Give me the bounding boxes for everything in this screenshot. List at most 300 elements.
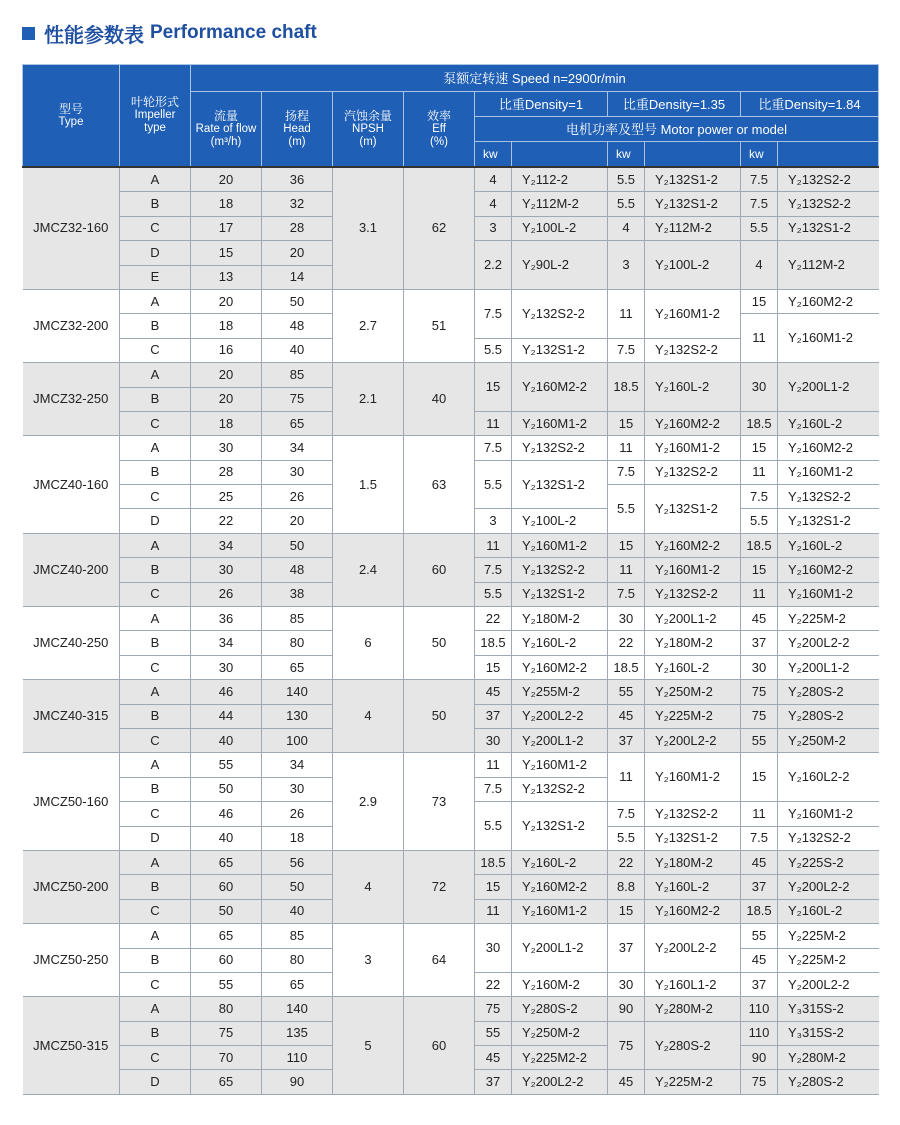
npsh-cell: 3.1 <box>333 167 404 289</box>
impeller-cell: B <box>120 704 191 728</box>
flow-cell: 30 <box>191 655 262 679</box>
flow-cell: 30 <box>191 436 262 460</box>
motor-model-cell: Y₂132S1-2 <box>645 192 741 216</box>
motor-model-cell: Y₂132S2-2 <box>645 802 741 826</box>
motor-model-cell: Y₂132S1-2 <box>778 216 879 240</box>
motor-model-cell: Y₂160M1-2 <box>778 314 879 363</box>
impeller-cell: B <box>120 558 191 582</box>
motor-model-cell: Y₂160M1-2 <box>645 753 741 802</box>
motor-kw-cell: 7.5 <box>475 436 512 460</box>
npsh-cell: 3 <box>333 924 404 997</box>
motor-kw-cell: 7.5 <box>475 558 512 582</box>
head-cell: 75 <box>262 387 333 411</box>
head-cell: 30 <box>262 777 333 801</box>
motor-kw-cell: 3 <box>475 216 512 240</box>
motor-model-cell: Y₂200L2-2 <box>778 875 879 899</box>
head-cell: 50 <box>262 875 333 899</box>
motor-model-cell: Y₂225M-2 <box>645 704 741 728</box>
motor-model-cell: Y₂160L-2 <box>645 363 741 412</box>
npsh-cell: 1.5 <box>333 436 404 534</box>
motor-kw-cell: 18.5 <box>608 363 645 412</box>
motor-model-cell: Y₂250M-2 <box>778 728 879 752</box>
motor-kw-cell: 5.5 <box>608 192 645 216</box>
motor-kw-cell: 5.5 <box>741 509 778 533</box>
head-cell: 40 <box>262 338 333 362</box>
impeller-cell: C <box>120 972 191 996</box>
performance-table-wrap <box>22 64 878 1095</box>
flow-cell: 40 <box>191 826 262 850</box>
impeller-cell: A <box>120 753 191 777</box>
motor-kw-cell: 11 <box>475 753 512 777</box>
performance-table <box>22 64 879 1095</box>
impeller-cell: D <box>120 826 191 850</box>
flow-cell: 28 <box>191 460 262 484</box>
head-cell: 80 <box>262 631 333 655</box>
header-kw-2: kw <box>608 142 645 168</box>
head-cell: 28 <box>262 216 333 240</box>
impeller-cell: C <box>120 802 191 826</box>
impeller-cell: C <box>120 655 191 679</box>
impeller-cell: B <box>120 631 191 655</box>
motor-model-cell: Y₂160L-2 <box>778 899 879 923</box>
flow-cell: 16 <box>191 338 262 362</box>
flow-cell: 65 <box>191 1070 262 1094</box>
eff-cell: 50 <box>404 607 475 680</box>
head-cell: 110 <box>262 1046 333 1070</box>
title-zh: 性能参数表 <box>44 22 144 47</box>
motor-kw-cell: 18.5 <box>741 533 778 557</box>
impeller-cell: C <box>120 485 191 509</box>
impeller-cell: D <box>120 509 191 533</box>
model-type-cell: JMCZ50-160 <box>23 753 120 851</box>
head-cell: 48 <box>262 558 333 582</box>
motor-kw-cell: 11 <box>608 558 645 582</box>
flow-cell: 15 <box>191 241 262 265</box>
impeller-cell: B <box>120 460 191 484</box>
table-row <box>23 436 879 460</box>
impeller-cell: C <box>120 728 191 752</box>
impeller-cell: A <box>120 997 191 1021</box>
motor-model-cell: Y₂132S2-2 <box>778 826 879 850</box>
table-row <box>23 680 879 704</box>
head-cell: 100 <box>262 728 333 752</box>
motor-model-cell: Y₂180M-2 <box>645 850 741 874</box>
flow-cell: 65 <box>191 850 262 874</box>
flow-cell: 46 <box>191 802 262 826</box>
flow-cell: 40 <box>191 728 262 752</box>
motor-kw-cell: 37 <box>608 728 645 752</box>
motor-kw-cell: 90 <box>741 1046 778 1070</box>
motor-model-cell: Y₂225M2-2 <box>512 1046 608 1070</box>
motor-kw-cell: 55 <box>475 1021 512 1045</box>
head-cell: 90 <box>262 1070 333 1094</box>
motor-model-cell: Y₂112M-2 <box>512 192 608 216</box>
motor-model-cell: Y₂225M-2 <box>778 924 879 948</box>
model-type-cell: JMCZ32-160 <box>23 167 120 289</box>
motor-kw-cell: 90 <box>608 997 645 1021</box>
flow-cell: 70 <box>191 1046 262 1070</box>
npsh-cell: 2.7 <box>333 289 404 362</box>
motor-kw-cell: 75 <box>741 1070 778 1094</box>
npsh-cell: 2.4 <box>333 533 404 606</box>
header-flow: 流量 Rate of flow (m³/h) <box>191 92 262 168</box>
head-cell: 48 <box>262 314 333 338</box>
motor-model-cell: Y₂160L-2 <box>778 411 879 435</box>
head-cell: 34 <box>262 753 333 777</box>
table-row <box>23 607 879 631</box>
header-speed: 泵额定转速 Speed n=2900r/min <box>191 65 879 92</box>
motor-kw-cell: 4 <box>475 167 512 192</box>
flow-cell: 60 <box>191 948 262 972</box>
motor-kw-cell: 45 <box>741 850 778 874</box>
head-cell: 65 <box>262 411 333 435</box>
motor-kw-cell: 7.5 <box>741 826 778 850</box>
motor-kw-cell: 45 <box>608 1070 645 1094</box>
impeller-cell: A <box>120 924 191 948</box>
page-title <box>22 18 317 48</box>
motor-model-cell: Y₂132S2-2 <box>645 582 741 606</box>
eff-cell: 63 <box>404 436 475 534</box>
table-body <box>23 167 879 1094</box>
motor-kw-cell: 75 <box>608 1021 645 1070</box>
motor-model-cell: Y₂160M1-2 <box>778 802 879 826</box>
header-kw-1: kw <box>475 142 512 168</box>
eff-cell: 50 <box>404 680 475 753</box>
head-cell: 85 <box>262 607 333 631</box>
motor-model-cell: Y₂280S-2 <box>778 680 879 704</box>
motor-kw-cell: 30 <box>741 363 778 412</box>
motor-kw-cell: 30 <box>608 972 645 996</box>
flow-cell: 36 <box>191 607 262 631</box>
motor-model-cell: Y₂132S2-2 <box>512 436 608 460</box>
head-cell: 20 <box>262 241 333 265</box>
motor-kw-cell: 5.5 <box>475 582 512 606</box>
impeller-cell: D <box>120 1070 191 1094</box>
motor-model-cell: Y₂132S1-2 <box>645 826 741 850</box>
motor-kw-cell: 37 <box>741 875 778 899</box>
header-model-1 <box>512 142 608 168</box>
motor-kw-cell: 11 <box>608 289 645 338</box>
motor-model-cell: Y₂132S1-2 <box>645 167 741 192</box>
motor-kw-cell: 37 <box>741 972 778 996</box>
motor-model-cell: Y₂160M2-2 <box>645 411 741 435</box>
motor-kw-cell: 110 <box>741 1021 778 1045</box>
head-cell: 36 <box>262 167 333 192</box>
title-square-icon <box>22 27 35 40</box>
motor-kw-cell: 15 <box>475 655 512 679</box>
motor-kw-cell: 7.5 <box>741 485 778 509</box>
title-en: Performance chaft <box>150 22 317 43</box>
motor-model-cell: Y₂160M-2 <box>512 972 608 996</box>
motor-kw-cell: 15 <box>608 411 645 435</box>
motor-kw-cell: 37 <box>608 924 645 973</box>
motor-kw-cell: 15 <box>608 899 645 923</box>
head-cell: 80 <box>262 948 333 972</box>
motor-model-cell: Y₂200L1-2 <box>512 924 608 973</box>
motor-model-cell: Y₂160L-2 <box>512 631 608 655</box>
motor-model-cell: Y₂200L2-2 <box>645 924 741 973</box>
impeller-cell: E <box>120 265 191 289</box>
head-cell: 65 <box>262 655 333 679</box>
motor-model-cell: Y₂112M-2 <box>645 216 741 240</box>
motor-kw-cell: 45 <box>475 1046 512 1070</box>
motor-kw-cell: 8.8 <box>608 875 645 899</box>
motor-model-cell: Y₂132S2-2 <box>645 460 741 484</box>
header-impeller: 叶轮形式 Impeller type <box>120 65 191 168</box>
header-model-2 <box>645 142 741 168</box>
motor-model-cell: Y₂160L-2 <box>512 850 608 874</box>
flow-cell: 18 <box>191 411 262 435</box>
motor-model-cell: Y₂225S-2 <box>778 850 879 874</box>
impeller-cell: A <box>120 436 191 460</box>
motor-kw-cell: 45 <box>608 704 645 728</box>
motor-kw-cell: 5.5 <box>608 167 645 192</box>
motor-kw-cell: 4 <box>475 192 512 216</box>
flow-cell: 17 <box>191 216 262 240</box>
motor-model-cell: Y₂200L2-2 <box>512 1070 608 1094</box>
model-type-cell: JMCZ40-200 <box>23 533 120 606</box>
impeller-cell: B <box>120 948 191 972</box>
motor-model-cell: Y₃315S-2 <box>778 1021 879 1045</box>
motor-kw-cell: 11 <box>475 899 512 923</box>
impeller-cell: A <box>120 363 191 387</box>
motor-model-cell: Y₂132S2-2 <box>778 485 879 509</box>
motor-model-cell: Y₂132S1-2 <box>512 460 608 509</box>
motor-model-cell: Y₂255M-2 <box>512 680 608 704</box>
npsh-cell: 6 <box>333 607 404 680</box>
motor-kw-cell: 11 <box>475 533 512 557</box>
motor-model-cell: Y₂112M-2 <box>778 241 879 290</box>
flow-cell: 50 <box>191 777 262 801</box>
motor-kw-cell: 11 <box>608 753 645 802</box>
motor-kw-cell: 11 <box>741 314 778 363</box>
motor-model-cell: Y₂132S1-2 <box>778 509 879 533</box>
motor-kw-cell: 18.5 <box>475 631 512 655</box>
motor-model-cell: Y₂160M2-2 <box>512 875 608 899</box>
motor-kw-cell: 45 <box>741 607 778 631</box>
motor-kw-cell: 15 <box>608 533 645 557</box>
model-type-cell: JMCZ50-250 <box>23 924 120 997</box>
motor-kw-cell: 75 <box>475 997 512 1021</box>
motor-kw-cell: 11 <box>741 582 778 606</box>
motor-model-cell: Y₂200L2-2 <box>512 704 608 728</box>
motor-kw-cell: 4 <box>608 216 645 240</box>
motor-kw-cell: 18.5 <box>475 850 512 874</box>
header-npsh: 汽蚀余量 NPSH (m) <box>333 92 404 168</box>
motor-model-cell: Y₂200L2-2 <box>645 728 741 752</box>
motor-kw-cell: 5.5 <box>741 216 778 240</box>
header-eff: 效率 Eff (%) <box>404 92 475 168</box>
model-type-cell: JMCZ50-200 <box>23 850 120 923</box>
flow-cell: 26 <box>191 582 262 606</box>
motor-model-cell: Y₂160L2-2 <box>778 753 879 802</box>
motor-kw-cell: 15 <box>741 436 778 460</box>
motor-kw-cell: 5.5 <box>608 485 645 534</box>
motor-kw-cell: 30 <box>741 655 778 679</box>
motor-model-cell: Y₂132S1-2 <box>645 485 741 534</box>
motor-model-cell: Y₂100L-2 <box>645 241 741 290</box>
model-type-cell: JMCZ40-250 <box>23 607 120 680</box>
eff-cell: 60 <box>404 533 475 606</box>
table-header <box>23 65 879 168</box>
motor-model-cell: Y₂200L1-2 <box>512 728 608 752</box>
motor-kw-cell: 7.5 <box>741 192 778 216</box>
header-head: 扬程 Head (m) <box>262 92 333 168</box>
table-row <box>23 850 879 874</box>
motor-model-cell: Y₂132S2-2 <box>512 289 608 338</box>
motor-kw-cell: 3 <box>475 509 512 533</box>
motor-model-cell: Y₂250M-2 <box>645 680 741 704</box>
flow-cell: 30 <box>191 558 262 582</box>
motor-kw-cell: 55 <box>608 680 645 704</box>
flow-cell: 13 <box>191 265 262 289</box>
motor-kw-cell: 75 <box>741 680 778 704</box>
head-cell: 130 <box>262 704 333 728</box>
motor-kw-cell: 37 <box>741 631 778 655</box>
head-cell: 30 <box>262 460 333 484</box>
motor-model-cell: Y₂160M2-2 <box>778 436 879 460</box>
header-density-3: 比重Density=1.84 <box>741 92 879 117</box>
flow-cell: 20 <box>191 363 262 387</box>
motor-kw-cell: 5.5 <box>608 826 645 850</box>
flow-cell: 25 <box>191 485 262 509</box>
motor-model-cell: Y₂200L1-2 <box>778 655 879 679</box>
motor-kw-cell: 11 <box>741 802 778 826</box>
head-cell: 140 <box>262 680 333 704</box>
table-row <box>23 167 879 192</box>
motor-model-cell: Y₂160M1-2 <box>645 436 741 460</box>
motor-model-cell: Y₂160M2-2 <box>778 558 879 582</box>
motor-model-cell: Y₂160M2-2 <box>512 655 608 679</box>
motor-kw-cell: 15 <box>741 289 778 313</box>
motor-kw-cell: 45 <box>475 680 512 704</box>
flow-cell: 46 <box>191 680 262 704</box>
motor-model-cell: Y₂132S1-2 <box>512 802 608 851</box>
motor-kw-cell: 22 <box>475 972 512 996</box>
impeller-cell: B <box>120 314 191 338</box>
impeller-cell: B <box>120 777 191 801</box>
motor-kw-cell: 5.5 <box>475 802 512 851</box>
motor-kw-cell: 11 <box>608 436 645 460</box>
motor-model-cell: Y₂200L1-2 <box>645 607 741 631</box>
model-type-cell: JMCZ32-250 <box>23 363 120 436</box>
head-cell: 34 <box>262 436 333 460</box>
flow-cell: 44 <box>191 704 262 728</box>
flow-cell: 65 <box>191 924 262 948</box>
impeller-cell: C <box>120 216 191 240</box>
head-cell: 65 <box>262 972 333 996</box>
motor-model-cell: Y₂132S2-2 <box>778 167 879 192</box>
head-cell: 26 <box>262 802 333 826</box>
npsh-cell: 4 <box>333 850 404 923</box>
table-row <box>23 753 879 777</box>
motor-model-cell: Y₂112-2 <box>512 167 608 192</box>
flow-cell: 20 <box>191 387 262 411</box>
flow-cell: 18 <box>191 314 262 338</box>
table-row <box>23 289 879 313</box>
motor-kw-cell: 37 <box>475 1070 512 1094</box>
motor-model-cell: Y₂160M1-2 <box>512 899 608 923</box>
motor-kw-cell: 37 <box>475 704 512 728</box>
motor-model-cell: Y₂160M2-2 <box>512 363 608 412</box>
motor-model-cell: Y₂160M1-2 <box>512 533 608 557</box>
impeller-cell: C <box>120 582 191 606</box>
flow-cell: 20 <box>191 289 262 313</box>
head-cell: 140 <box>262 997 333 1021</box>
motor-model-cell: Y₂132S2-2 <box>645 338 741 362</box>
head-cell: 20 <box>262 509 333 533</box>
impeller-cell: C <box>120 1046 191 1070</box>
motor-model-cell: Y₂200L2-2 <box>778 631 879 655</box>
motor-model-cell: Y₂160M1-2 <box>512 753 608 777</box>
eff-cell: 72 <box>404 850 475 923</box>
motor-model-cell: Y₂132S2-2 <box>778 192 879 216</box>
flow-cell: 34 <box>191 631 262 655</box>
motor-model-cell: Y₂132S2-2 <box>512 558 608 582</box>
motor-model-cell: Y₃315S-2 <box>778 997 879 1021</box>
motor-kw-cell: 18.5 <box>741 411 778 435</box>
flow-cell: 55 <box>191 753 262 777</box>
flow-cell: 50 <box>191 899 262 923</box>
motor-model-cell: Y₂280S-2 <box>645 1021 741 1070</box>
motor-model-cell: Y₂160M1-2 <box>778 582 879 606</box>
head-cell: 26 <box>262 485 333 509</box>
motor-model-cell: Y₂160M2-2 <box>645 533 741 557</box>
head-cell: 135 <box>262 1021 333 1045</box>
motor-kw-cell: 11 <box>475 411 512 435</box>
header-density-1: 比重Density=1 <box>475 92 608 117</box>
impeller-cell: D <box>120 241 191 265</box>
flow-cell: 75 <box>191 1021 262 1045</box>
flow-cell: 55 <box>191 972 262 996</box>
npsh-cell: 2.1 <box>333 363 404 436</box>
motor-model-cell: Y₂90L-2 <box>512 241 608 290</box>
head-cell: 50 <box>262 533 333 557</box>
motor-kw-cell: 110 <box>741 997 778 1021</box>
head-cell: 38 <box>262 582 333 606</box>
head-cell: 32 <box>262 192 333 216</box>
header-type: 型号 Type <box>23 65 120 168</box>
header-density-2: 比重Density=1.35 <box>608 92 741 117</box>
flow-cell: 22 <box>191 509 262 533</box>
impeller-cell: A <box>120 680 191 704</box>
motor-model-cell: Y₂180M-2 <box>512 607 608 631</box>
motor-model-cell: Y₂280S-2 <box>778 1070 879 1094</box>
motor-kw-cell: 5.5 <box>475 460 512 509</box>
impeller-cell: A <box>120 850 191 874</box>
eff-cell: 64 <box>404 924 475 997</box>
motor-kw-cell: 7.5 <box>608 582 645 606</box>
motor-kw-cell: 7.5 <box>475 777 512 801</box>
model-type-cell: JMCZ32-200 <box>23 289 120 362</box>
motor-kw-cell: 15 <box>741 753 778 802</box>
motor-kw-cell: 7.5 <box>741 167 778 192</box>
impeller-cell: B <box>120 1021 191 1045</box>
motor-model-cell: Y₂132S1-2 <box>512 582 608 606</box>
motor-model-cell: Y₂280M-2 <box>645 997 741 1021</box>
motor-kw-cell: 7.5 <box>608 460 645 484</box>
motor-kw-cell: 22 <box>608 850 645 874</box>
motor-model-cell: Y₂160M1-2 <box>512 411 608 435</box>
motor-model-cell: Y₂132S1-2 <box>512 338 608 362</box>
motor-model-cell: Y₂225M-2 <box>778 948 879 972</box>
motor-kw-cell: 22 <box>608 631 645 655</box>
motor-kw-cell: 30 <box>475 728 512 752</box>
table-row <box>23 924 879 948</box>
flow-cell: 34 <box>191 533 262 557</box>
impeller-cell: A <box>120 607 191 631</box>
flow-cell: 20 <box>191 167 262 192</box>
